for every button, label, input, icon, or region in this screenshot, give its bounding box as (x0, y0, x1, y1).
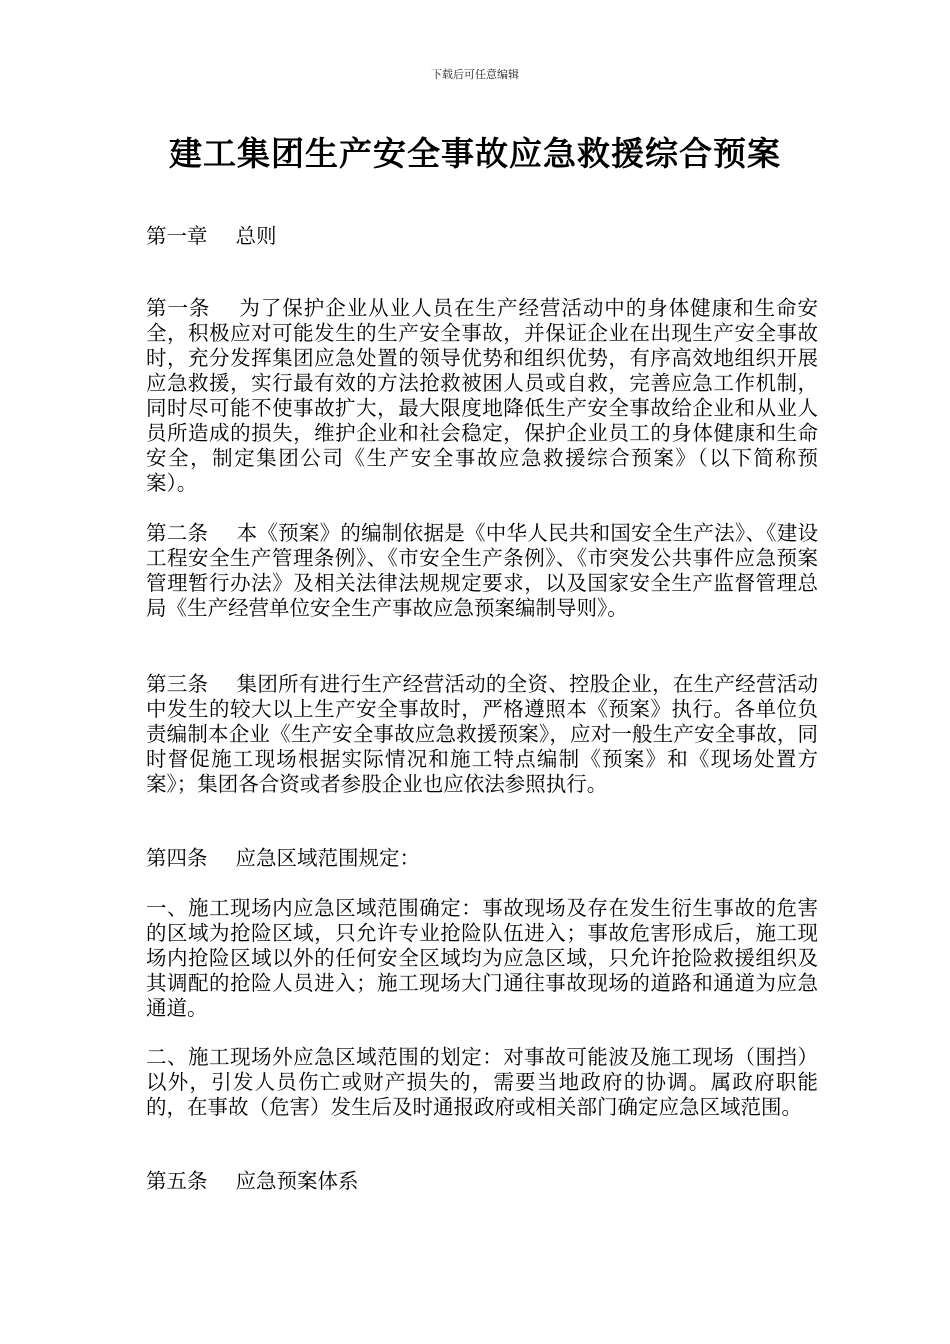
article-text: 本《预案》的编制依据是《中华人民共和国安全生产法》、《建设工程安全生产管理条例》、《市安全生产条例》、《市突发公共事件应急预案管理暂行办法》及相关法律法规规定要求，以及国家安全生产监督管理总局《生产经营单位安全生产事故应急预案编制导则》。 (146, 521, 818, 620)
chapter-title: 总则 (235, 224, 277, 248)
article-1 (146, 296, 818, 496)
article-label: 第四条 (146, 846, 208, 870)
article-label: 第三条 (146, 672, 209, 696)
article-label: 第五条 (146, 1169, 208, 1193)
article-text: 应急区域范围规定： (235, 846, 420, 870)
article-text: 应急预案体系 (235, 1169, 359, 1193)
article-text: 集团所有进行生产经营活动的全资、控股企业，在生产经营活动中发生的较大以上生产安全事故时，严格遵照本《预案》执行。各单位负责编制本企业《生产安全事故应急救援预案》，应对一般生产安全事故，同时督促施工现场根据实际情况和施工特点编制《预案》和《现场处置方案》；集团各合资或者参股企业也应依法参照执行。 (146, 672, 819, 796)
article-3 (146, 672, 818, 797)
article-label: 第一条 (146, 296, 211, 320)
article-text: 为了保护企业从业人员在生产经营活动中的身体健康和生命安全，积极应对可能发生的生产安全事故，并保证企业在出现生产安全事故时，充分发挥集团应急处置的领导优势和组织优势，有序高效地组织开展应急救援，实行最有效的方法抢救被困人员或自救，完善应急工作机制，同时尽可能不使事故扩大，最大限度地降低生产安全事故给企业和从业人员所造成的损失，维护企业和社会稳定，保护企业员工的身体健康和生命安全，制定集团公司《生产安全事故应急救援综合预案》（以下简称预案）。 (146, 296, 819, 495)
header-note: 下载后可任意编辑 (431, 68, 519, 81)
clause-1: 一、施工现场内应急区域范围确定：事故现场及存在发生衍生事故的危害的区域为抢险区域，只允许专业抢险队伍进入；事故危害形成后，施工现场内抢险区域以外的任何安全区域均为应急区域，只允许抢险救援组织及其调配的抢险人员进入；施工现场大门通往事故现场的道路和通道为应急通道。 (146, 896, 818, 1020)
article-label: 第二条 (146, 521, 209, 545)
clause-2: 二、施工现场外应急区域范围的划定：对事故可能波及施工现场（围挡）以外，引发人员伤亡或财产损失的，需要当地政府的协调。属政府职能的，在事故（危害）发生后及时通报政府或相关部门确定应急区域范围。 (146, 1045, 818, 1119)
article-2 (146, 521, 818, 621)
chapter-label: 第一章 (146, 224, 208, 248)
article-5 (146, 1169, 818, 1194)
chapter-heading (146, 224, 818, 249)
article-4 (146, 846, 818, 871)
document-title: 建工集团生产安全事故应急救援综合预案 (169, 134, 781, 173)
